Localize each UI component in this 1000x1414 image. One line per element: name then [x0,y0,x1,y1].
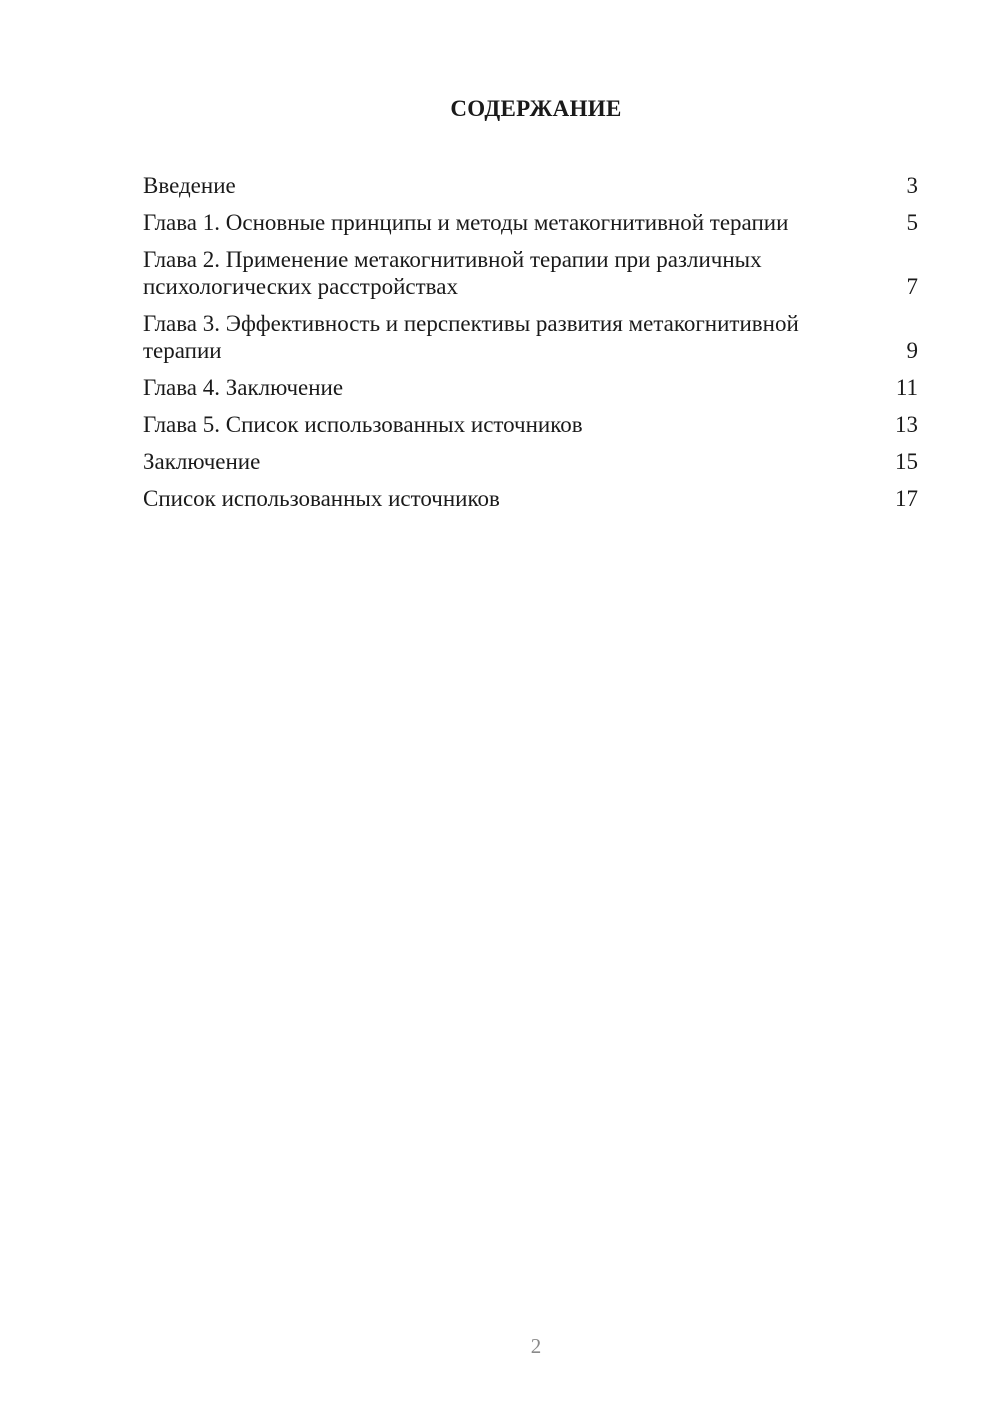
toc-entry [143,209,918,236]
page-number: 2 [530,1334,542,1358]
toc-entry-title: Глава 3. Эффективность и перспективы развития метакогнитивной терапии [143,311,799,363]
toc-entry-page: 17 [895,486,918,511]
toc-entry-title: Глава 1. Основные принципы и методы метакогнитивной терапии [143,210,789,235]
toc-entry [143,310,918,364]
toc-entry [143,485,918,512]
toc-entry [143,411,918,438]
toc-entry [143,374,918,401]
toc-entry-page: 13 [895,412,918,437]
toc-entry-page: 7 [906,274,918,299]
toc-entry-page: 15 [895,449,918,474]
toc-entry-title: Глава 5. Список использованных источников [143,412,583,437]
toc-entry-title: Глава 2. Применение метакогнитивной терапии при различных психологических расстройствах [143,247,762,299]
toc-entry-page: 3 [906,173,918,198]
toc-entry-title: Список использованных источников [143,486,500,511]
toc-entry [143,172,918,199]
toc-entry [143,246,918,300]
toc-entry-page: 5 [906,210,918,235]
toc-entry-title: Введение [143,173,236,198]
table-of-contents [143,172,918,522]
toc-entry-page: 11 [895,375,918,400]
toc-entry [143,448,918,475]
toc-entry-title: Заключение [143,449,261,474]
page-title: СОДЕРЖАНИЕ [450,96,622,121]
toc-entry-title: Глава 4. Заключение [143,375,344,400]
toc-entry-page: 9 [906,338,918,363]
